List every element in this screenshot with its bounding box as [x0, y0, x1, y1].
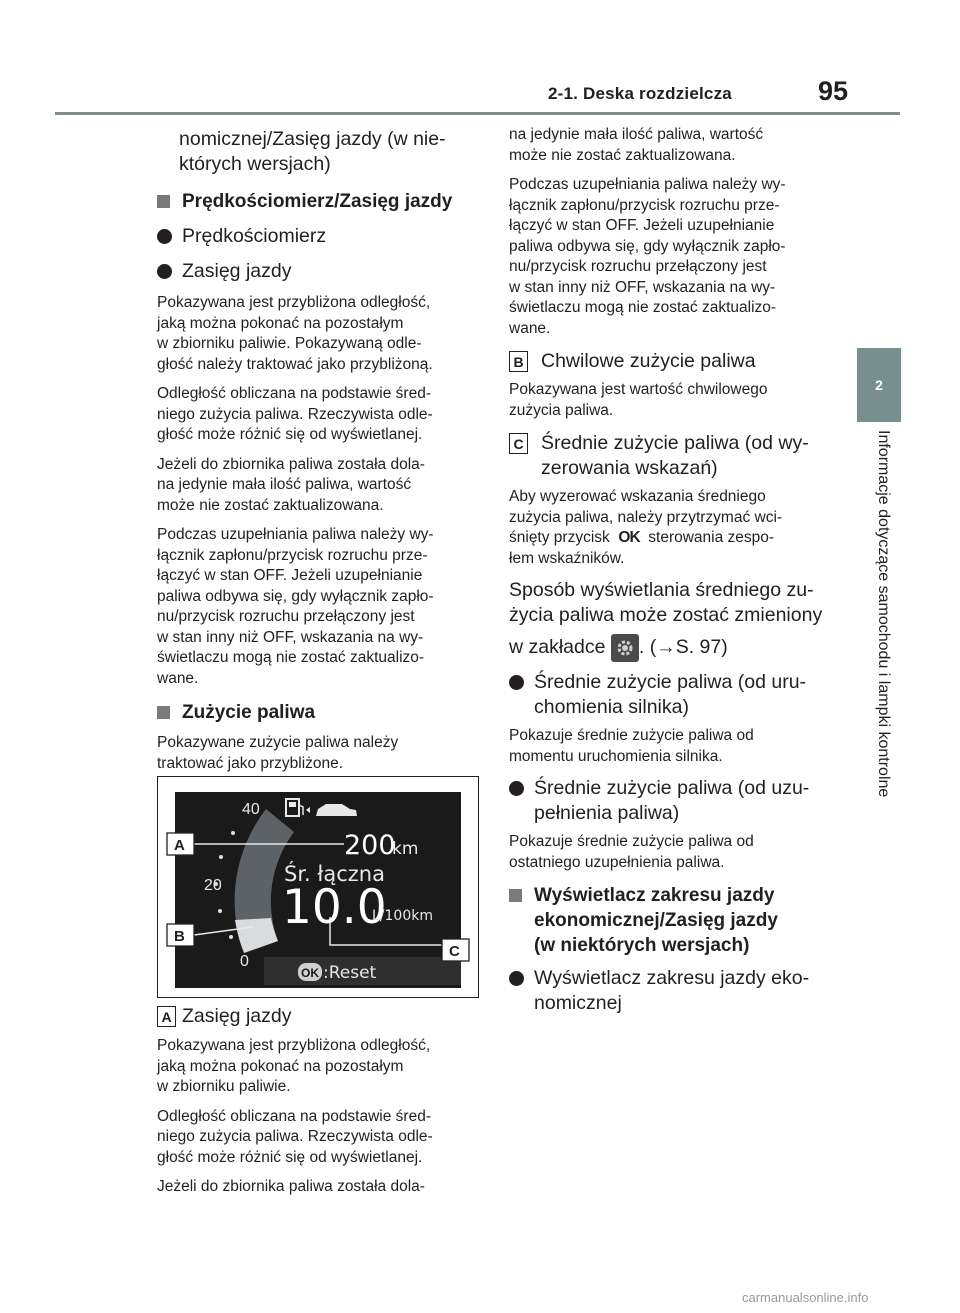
paragraph-range-1: Pokazywana jest przybliżona odległość, jaką można pokonać na pozostałym w zbiorniku paliwie. Pokazywaną odle- głość należy traktować jako przybliżoną. [157, 294, 433, 373]
paragraph-avg-start: Pokazuje średnie zużycie paliwa od momentu uruchomienia silnika. [509, 727, 754, 765]
label-b-badge: B [509, 351, 528, 372]
instrument-figure [157, 776, 479, 998]
paragraph-a-2: Odległość obliczana na podstawie śred- niego zużycia paliwa. Rzeczywista odle- głość może różnić się od wyświetlanej. [157, 1107, 433, 1166]
paragraph-c: Aby wyzerować wskazania średniego zużycia paliwa, należy przytrzymać wci- śnięty przycisk OK sterowania zespo- łem wskaźników. [509, 488, 783, 567]
item-b: B Chwilowe zużycie paliwa [509, 349, 839, 374]
heading-speedometer-range: Prędkościomierz/Zasięg jazdy [157, 189, 482, 214]
callout-c-label: C [449, 943, 460, 960]
left-column [157, 127, 482, 774]
paragraph-range-3: Jeżeli do zbiornika paliwa została dola- na jedynie mała ilość paliwa, wartość może nie zostać zaktualizowana. [157, 455, 425, 514]
paragraph-avg-refuel: Pokazuje średnie zużycie paliwa od ostatniego uzupełnienia paliwa. [509, 833, 754, 871]
chapter-title: Informacje dotyczące samochodu i lampki kontrolne [875, 430, 892, 798]
bullet-range: Zasięg jazdy [157, 259, 482, 284]
tick-dot [219, 855, 223, 859]
paragraph-a-1: Pokazywana jest przybliżona odległość, jaką można pokonać na pozostałym w zbiorniku paliwie. [157, 1037, 431, 1095]
heading-eco-range: Wyświetlacz zakresu jazdy ekonomicznej/Zasięg jazdy (w niektórych wersjach) [509, 883, 839, 958]
paragraph-display-mode: Sposób wyświetlania średniego zu- życia paliwa może zostać zmieniony w zakładce . (→S. 97) [509, 578, 839, 662]
average-label: Śr. łączna [284, 862, 385, 886]
watermark: carmanualsonline.info [742, 1290, 869, 1305]
label-c-badge: C [509, 433, 528, 454]
tick-label-mid: 20 [204, 877, 222, 894]
reset-label: :Reset [323, 963, 377, 983]
left-column-lower [157, 1004, 482, 1198]
paragraph-right-2: Podczas uzupełniania paliwa należy wy- łącznik zapłonu/przycisk rozruchu prze- łączyć w stan OFF. Jeżeli uzupełnianie paliwa odbywa się, gdy wyłącznik zapło- nu/przycisk rozruchu przełączony jest w stan inny niż OFF, wskazania na wy- świetlaczu mogą nie zostać zaktualizo- wane. [509, 176, 786, 337]
callout-a-label: A [174, 837, 185, 854]
heading-fuel-consumption: Zużycie paliwa [157, 700, 482, 725]
instrument-display [158, 777, 478, 997]
tick-label-top: 40 [242, 801, 260, 818]
chapter-tab: 2 [857, 348, 901, 422]
paragraph-fuel: Pokazywane zużycie paliwa należy traktować jako przybliżone. [157, 734, 399, 772]
paragraph-a-3: Jeżeli do zbiornika paliwa została dola- [157, 1178, 425, 1195]
bullet-eco-display: Wyświetlacz zakresu jazdy eko- nomicznej [509, 966, 839, 1016]
tick-dot [229, 935, 233, 939]
paragraph-range-4: Podczas uzupełniania paliwa należy wy- łącznik zapłonu/przycisk rozruchu prze- łączyć w stan OFF. Jeżeli uzupełnianie paliwa odbywa się, gdy wyłącznik zapło- nu/przycisk rozruchu przełączony jest w stan inny niż OFF, wskazania na wy- świetlaczu mogą nie zostać zaktualizo- wane. [157, 526, 434, 687]
header-rule [55, 112, 900, 115]
consumption-value: 10.0 [282, 880, 387, 935]
ok-icon-label: OK [301, 966, 319, 980]
consumption-unit: L/100km [372, 908, 433, 924]
callout-b-label: B [174, 928, 185, 945]
page-number: 95 [818, 76, 849, 106]
bullet-avg-start: Średnie zużycie paliwa (od uru- chomienia silnika) [509, 670, 839, 720]
continued-heading-1: nomicznej/Zasięg jazdy (w nie- [179, 128, 446, 150]
right-column [509, 125, 839, 1016]
settings-gear-icon [611, 634, 639, 662]
tick-label-bottom: 0 [240, 953, 249, 970]
item-a: A Zasięg jazdy [157, 1004, 482, 1029]
label-a-badge: A [157, 1006, 176, 1027]
bullet-avg-refuel: Średnie zużycie paliwa (od uzu- pełnienia paliwa) [509, 776, 839, 826]
ok-button-glyph: OK [618, 529, 640, 546]
paragraph-b: Pokazywana jest wartość chwilowego zużycia paliwa. [509, 381, 768, 419]
tick-dot [218, 909, 222, 913]
section-title: 2-1. Deska rozdzielcza [548, 84, 732, 103]
tick-dot [231, 831, 235, 835]
range-unit: km [392, 839, 419, 859]
continued-heading-2: których wersjach) [179, 153, 331, 175]
bullet-speedometer: Prędkościomierz [157, 224, 482, 249]
range-value: 200 [344, 830, 396, 861]
paragraph-range-2: Odległość obliczana na podstawie śred- niego zużycia paliwa. Rzeczywista odle- głość może różnić się od wyświetlanej. [157, 385, 433, 443]
paragraph-right-1: na jedynie mała ilość paliwa, wartość może nie zostać zaktualizowana. [509, 126, 764, 164]
item-c: C Średnie zużycie paliwa (od wy- zerowania wskazań) [509, 431, 839, 481]
